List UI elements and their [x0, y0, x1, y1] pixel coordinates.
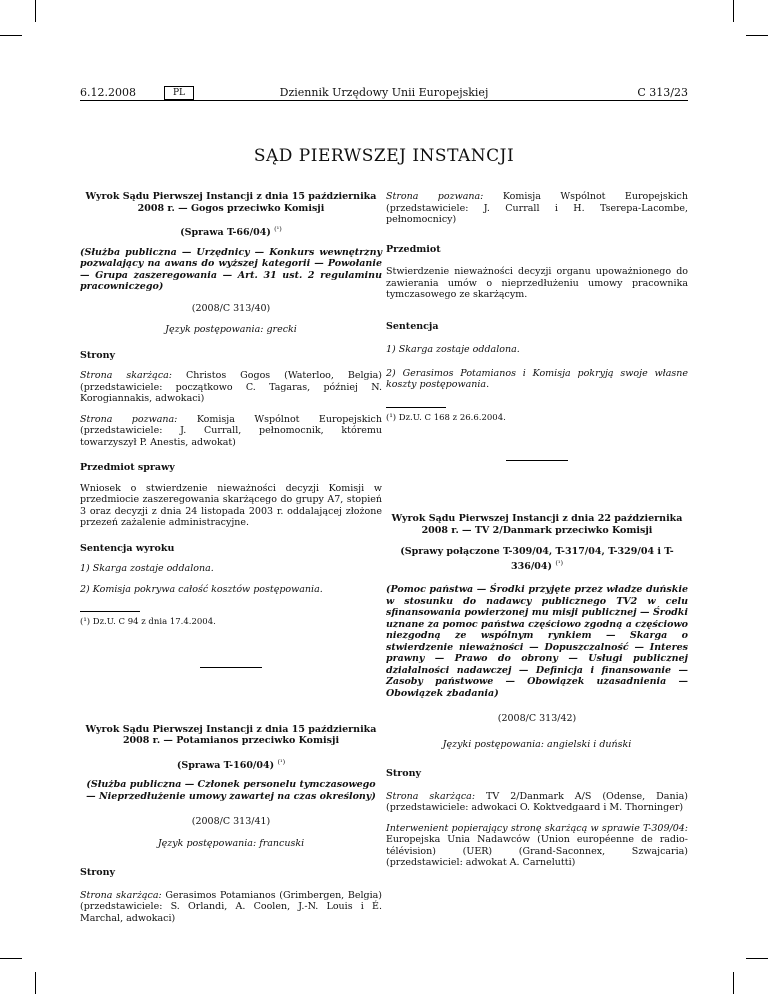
applicant: Strona skarżąca: Christos Gogos (Waterloo, Belgia) (przedstawiciele: początkowo C. Tagaras, później N. Korogiannakis, adwokaci) [80, 370, 382, 405]
judgment-title: Wyrok Sądu Pierwszej Instancji z dnia 22 października 2008 r. — TV 2/Danmark przeciwko Komisji [391, 513, 683, 536]
subject-text: Wniosek o stwierdzenie nieważności decyzji Komisji w przedmiocie zaszeregowania skarżącego do grupy A7, stopień 3 oraz decyzji z dnia 24 listopada 2003 r. oddalającej złożone przezeń zażalenie administracyjne. [80, 482, 382, 529]
case-number: (Sprawa T-66/04) $^{(^1)}$ [180, 225, 282, 239]
footnote-rule [386, 407, 446, 408]
crop-mark [0, 958, 22, 959]
section-heading: Strony [386, 768, 422, 780]
judgment-subject: (Służba publiczna — Członek personelu tymczasowego — Nieprzedłużenie umowy zawartej na czas określony) [86, 779, 376, 802]
oj-reference: (2008/C 313/42) [497, 713, 577, 725]
section-heading: Przedmiot sprawy [80, 462, 175, 474]
operative-point: 2) Gerasimos Potamianos i Komisja pokryją swoje własne koszty postępowania. [386, 367, 688, 390]
crop-mark [746, 958, 768, 959]
section-heading: Sentencja wyroku [80, 542, 175, 554]
oj-reference: (2008/C 313/40) [191, 302, 271, 314]
operative-point: 2) Komisja pokrywa całość kosztów postępowania. [80, 583, 323, 595]
separator-rule [506, 460, 568, 461]
judgment-subject: (Służba publiczna — Urzędnicy — Konkurs wewnętrzny pozwalający na awans do wyższej kategorii — Powołanie — Grupa zaszeregowania — Art. 31 ust. 2 regulaminu pracowniczego) [80, 246, 382, 293]
crop-mark [35, 0, 36, 22]
crop-mark [35, 972, 36, 994]
footnote: (¹) Dz.U. C 168 z 26.6.2004. [386, 412, 506, 423]
judgment-subject: (Pomoc państwa — Środki przyjęte przez władze duńskie w stosunku do nadawcy publicznego TV2 w celu sfinansowania powierzonej mu misji publicznej — Środki uznane za pomoc państwa częściowo zgodną a częściowo niezgodną ze wspólnym rynkiem — Skarga o stwierdzenie nieważności — Dopuszczalność — Interes prawny — Prawo do obrony — Usługi publicznej działalności nadawczej — Definicja i finansowanie — Zasoby państwowe — Obowiązek uzasadnienia — Obowiązek zbadania) [386, 584, 688, 699]
language-badge: PL [164, 86, 194, 100]
journal-title: Dziennik Urzędowy Unii Europejskiej [279, 86, 489, 99]
applicant: Strona skarżąca: Gerasimos Potamianos (Grimbergen, Belgia) (przedstawiciele: S. Orlandi, A. Coolen, J.-N. Louis i É. Marchal, adwokaci) [80, 889, 382, 924]
defendant: Strona pozwana: Komisja Wspólnot Europejskich (przedstawiciele: J. Currall i H. Tserepa-Lacombe, pełnomocnicy) [386, 191, 688, 225]
applicant: Strona skarżąca: TV 2/Danmark A/S (Odense, Dania) (przedstawiciele: adwokaci O. Koktvedgaard i M. Thorninger) [386, 790, 688, 814]
case-number: (Sprawa T-160/04) $^{(^1)}$ [176, 757, 286, 771]
intervener: Interwenient popierający stronę skarżącą w sprawie T-309/04: Europejska Unia Nadawców (Union européenne de radio-télévision) (UER) (Grand-Saconnex, Szwajcaria) (przedstawiciel: adwokat A. Carnelutti) [386, 822, 688, 869]
section-heading: Strony [80, 867, 116, 879]
footnote-rule [80, 611, 140, 612]
language-of-case: Języki postępowania: angielski i duński [442, 738, 632, 750]
separator-rule [200, 667, 262, 668]
right-column [386, 191, 688, 869]
language-of-case: Język postępowania: grecki [165, 324, 297, 336]
oj-reference: (2008/C 313/41) [191, 816, 271, 828]
page-title: SĄD PIERWSZEJ INSTANCJI [253, 146, 515, 166]
left-column [80, 191, 382, 924]
crop-mark [733, 0, 734, 22]
section-heading: Sentencja [386, 320, 439, 332]
footnote: (¹) Dz.U. C 94 z dnia 17.4.2004. [80, 617, 216, 628]
judgment-title: Wyrok Sądu Pierwszej Instancji z dnia 15 października 2008 r. — Gogos przeciwko Komisji [85, 191, 377, 214]
language-of-case: Język postępowania: francuski [157, 837, 305, 849]
header-date: 6.12.2008 [80, 86, 136, 99]
operative-point: 1) Skarga zostaje oddalona. [80, 563, 214, 575]
operative-point: 1) Skarga zostaje oddalona. [386, 344, 520, 355]
subject-text: Stwierdzenie nieważności decyzji organu upoważnionego do zawierania umów o nieprzedłużeniu umowy pracownika tymczasowego ze skarżącym. [386, 266, 688, 300]
crop-mark [0, 35, 22, 36]
header-rule [80, 100, 688, 101]
section-heading: Strony [80, 349, 116, 361]
crop-mark [733, 972, 734, 994]
judgment-title: Wyrok Sądu Pierwszej Instancji z dnia 15 października 2008 r. — Potamianos przeciwko Komisji [85, 723, 377, 747]
case-number: (Sprawy połączone T-309/04, T-317/04, T-329/04 i T-336/04) $^{(^1)}$ [400, 546, 674, 572]
defendant: Strona pozwana: Komisja Wspólnot Europejskich (przedstawiciele: J. Currall, pełnomocnik, któremu towarzyszył P. Anestis, adwokat) [80, 413, 382, 448]
section-heading: Przedmiot [386, 243, 441, 255]
crop-mark [746, 35, 768, 36]
page-number: C 313/23 [637, 86, 688, 99]
